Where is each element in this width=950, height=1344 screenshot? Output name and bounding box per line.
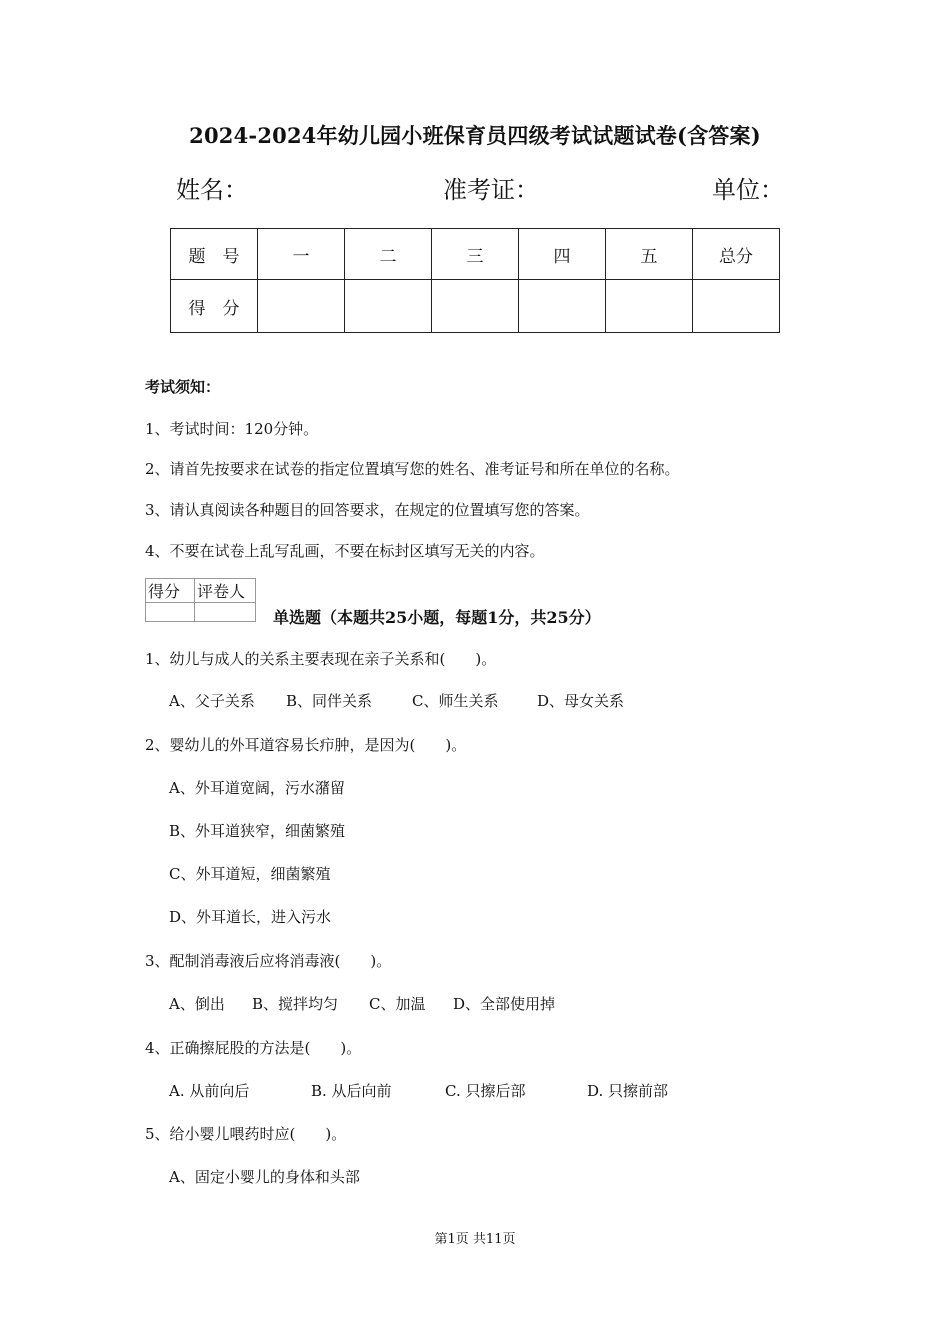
question-option: D. 只擦前部	[587, 1082, 669, 1100]
question-option: B. 从后向前	[311, 1082, 392, 1100]
score-cell[interactable]	[606, 280, 693, 333]
question-option: D、外耳道长，进入污水	[169, 908, 332, 926]
question-option: C. 只擦后部	[445, 1082, 526, 1100]
score-table-header-row	[171, 229, 780, 280]
grader-box	[145, 578, 256, 622]
page-title: 2024-2024年幼儿园小班保育员四级考试试题试卷(含答案)	[189, 123, 761, 148]
question-stem: 1、幼儿与成人的关系主要表现在亲子关系和( )。	[145, 650, 497, 668]
question-option: D、全部使用掉	[453, 995, 556, 1013]
score-cell[interactable]	[345, 280, 432, 333]
question-stem: 4、正确擦屁股的方法是( )。	[145, 1039, 362, 1057]
score-table-header-cell: 一	[258, 229, 345, 280]
score-table-header-cell: 三	[432, 229, 519, 280]
notes-item: 3、请认真阅读各种题目的回答要求，在规定的位置填写您的答案。	[145, 501, 590, 519]
question-option: C、外耳道短，细菌繁殖	[169, 865, 331, 883]
question-option: D、母女关系	[537, 692, 625, 710]
question-option: B、同伴关系	[286, 692, 373, 710]
section-title: 单选题（本题共25小题，每题1分，共25分）	[273, 608, 601, 627]
score-table-header-cell: 二	[345, 229, 432, 280]
notes-heading: 考试须知：	[145, 378, 221, 396]
grader-score-cell[interactable]	[146, 603, 195, 622]
score-table	[170, 228, 780, 333]
exam-id-field-label: 准考证：	[443, 176, 539, 204]
score-row-label: 得 分	[171, 280, 258, 333]
score-cell[interactable]	[432, 280, 519, 333]
question-option: B、搅拌均匀	[252, 995, 339, 1013]
score-table-score-row	[171, 280, 780, 333]
notes-item: 1、考试时间：120分钟。	[145, 420, 319, 438]
question-option: A. 从前向后	[169, 1082, 250, 1100]
question-stem: 2、婴幼儿的外耳道容易长疖肿，是因为( )。	[145, 736, 467, 754]
question-option: C、师生关系	[412, 692, 499, 710]
score-table-header-cell: 五	[606, 229, 693, 280]
question-option: B、外耳道狭窄，细菌繁殖	[169, 822, 346, 840]
notes-item: 2、请首先按要求在试卷的指定位置填写您的姓名、准考证号和所在单位的名称。	[145, 460, 680, 478]
score-table-header-cell: 题 号	[171, 229, 258, 280]
question-stem: 5、给小婴儿喂药时应( )。	[145, 1125, 347, 1143]
question-option: A、外耳道宽阔，污水潴留	[169, 779, 345, 797]
question-option: A、固定小婴儿的身体和头部	[169, 1168, 360, 1186]
grader-name-label: 评卷人	[195, 579, 256, 603]
page-footer: 第1页 共11页	[434, 1232, 516, 1247]
question-stem: 3、配制消毒液后应将消毒液( )。	[145, 952, 392, 970]
grader-name-cell[interactable]	[195, 603, 256, 622]
score-table-header-cell: 总分	[693, 229, 780, 280]
question-option: A、倒出	[169, 995, 225, 1013]
question-option: A、父子关系	[169, 692, 255, 710]
notes-item: 4、不要在试卷上乱写乱画，不要在标封区填写无关的内容。	[145, 542, 545, 560]
score-cell[interactable]	[519, 280, 606, 333]
name-field-label: 姓名：	[176, 176, 248, 204]
unit-field-label: 单位：	[712, 176, 784, 204]
score-cell[interactable]	[693, 280, 780, 333]
score-table-header-cell: 四	[519, 229, 606, 280]
score-cell[interactable]	[258, 280, 345, 333]
grader-score-label: 得分	[146, 579, 195, 603]
question-option: C、加温	[369, 995, 426, 1013]
